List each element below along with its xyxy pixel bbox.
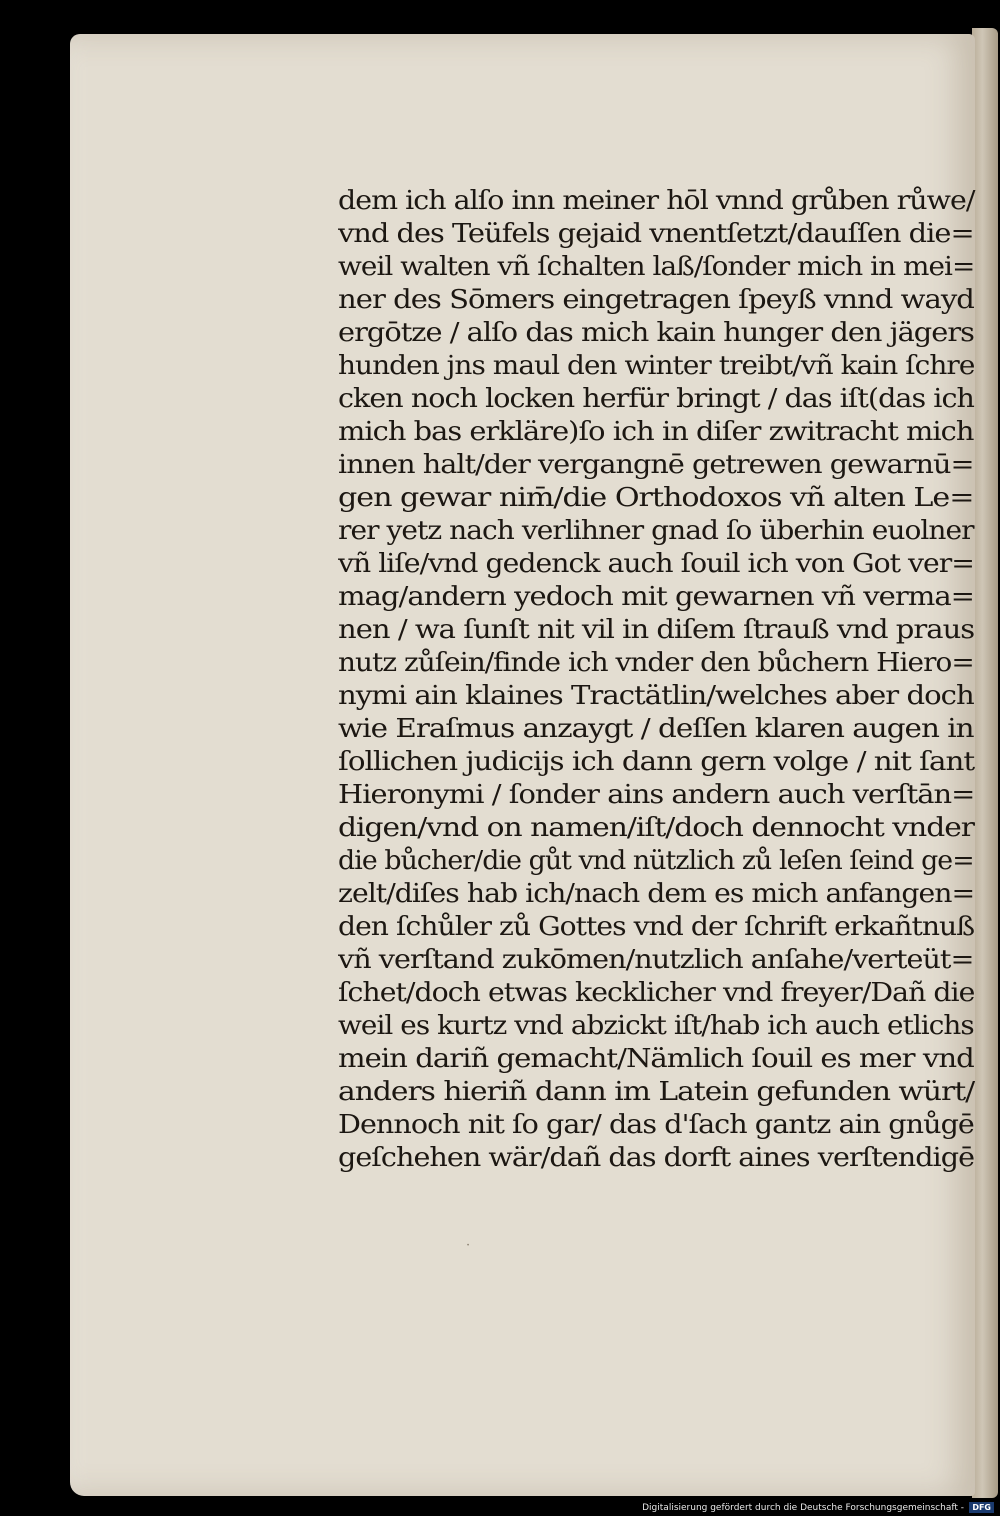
text-line: dem ich alſo inn meiner hōl vnnd grůben růwe/: [338, 185, 975, 216]
text-line: weil walten vñ ſchalten laß/ſonder mich in mei=: [338, 251, 975, 282]
text-line: die bůcher/die gůt vnd nützlich zů leſen ſeind ge=: [338, 845, 974, 876]
text-line: wie Eraſmus anzaygt / deſſen klaren augen in: [338, 713, 974, 744]
dfg-logo: DFG: [969, 1502, 994, 1513]
text-line: Hieronymi / ſonder ains andern auch verſtān=: [338, 779, 975, 810]
text-line: ergōtze / alſo das mich kain hunger den jägers: [338, 317, 974, 348]
text-line: mag/andern yedoch mit gewarnen vñ verma=: [338, 581, 975, 612]
text-line: vnd des Teüfels gejaid vnentſetzt/dauſſen die=: [338, 218, 974, 249]
text-line: rer yetz nach verlihner gnad ſo überhin euolner: [338, 515, 974, 546]
text-line: cken noch locken herfür bringt / das iſt(das ich: [338, 383, 974, 414]
text-line: vñ liſe/vnd gedenck auch ſouil ich von Got ver=: [338, 548, 975, 579]
text-line: mein dariñ gemacht/Nämlich ſouil es mer vnd: [338, 1043, 974, 1074]
text-line: digen/vnd on namen/iſt/doch dennocht vnder: [338, 812, 975, 843]
text-line: ner des Sōmers eingetragen ſpeyß vnnd wayd: [338, 284, 974, 315]
text-line: ſollichen judicijs ich dann gern volge / nit ſant: [338, 746, 975, 777]
text-line: innen halt/der vergangnē getrewen gewarnū=: [338, 449, 974, 480]
text-line: nen / wa ſunſt nit vil in diſem ſtrauß vnd praus: [338, 614, 975, 645]
text-line: gen gewar nim̄/die Orthodoxos vñ alten Le=: [338, 482, 974, 513]
text-line: weil es kurtz vnd abzickt iſt/hab ich auch etlichs: [338, 1010, 974, 1041]
digitization-footer: Digitalisierung gefördert durch die Deutsche Forschungsgemeinschaft -: [642, 1503, 964, 1513]
text-line: den ſchůler zů Gottes vnd der ſchrift erkañtnuß: [338, 911, 975, 942]
ink-speck: ·: [466, 1238, 471, 1253]
text-line: anders hieriñ dann im Latein gefunden würt/: [338, 1076, 975, 1107]
text-line: hunden jns maul den winter treibt/vñ kain ſchre: [338, 350, 975, 381]
text-line: ſchet/doch etwas kecklicher vnd freyer/Dañ die: [338, 977, 975, 1008]
text-line: nymi ain klaines Tractätlin/welches aber doch: [338, 680, 974, 711]
text-line: nutz zůſein/finde ich vnder den bůchern Hiero=: [338, 647, 974, 678]
text-block: [338, 184, 978, 1174]
text-line: vñ verſtand zukōmen/nutzlich anſahe/verteüt=: [338, 944, 974, 975]
text-line: Dennoch nit ſo gar/ das d'ſach gantz ain gnůgē: [338, 1109, 974, 1140]
text-line: zelt/diſes hab ich/nach dem es mich anfangen=: [338, 878, 975, 909]
text-line: geſchehen wär/dañ das dorft aines verſtendigē: [338, 1142, 975, 1173]
text-line: mich bas erkläre)ſo ich in diſer zwitracht mich: [338, 416, 974, 447]
